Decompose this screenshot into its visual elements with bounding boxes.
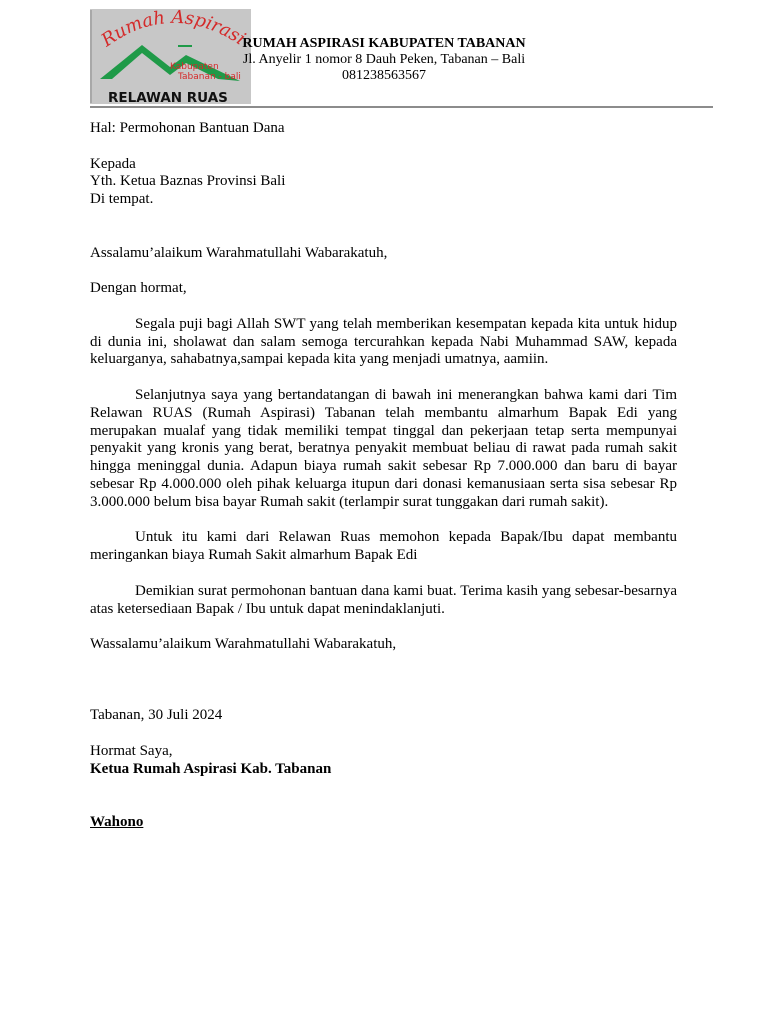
paragraph-1: Segala puji bagi Allah SWT yang telah memberikan kesempatan kepada kita untuk hidup di dunia ini, sholawat dan salam semoga tercurahkan kepada Nabi Muhammad SAW, kepada keluarganya, sahabatnya,sampai kepada kita yang menjadi umatnya, aamiin. [90,315,677,368]
signer-title: Ketua Rumah Aspirasi Kab. Tabanan [90,760,332,777]
signer-name: Wahono [90,814,144,831]
logo-arc-text: Rumah Aspirasi [97,9,250,52]
paragraph-2: Selanjutnya saya yang bertandatangan di bawah ini menerangkan bahwa kami dari Tim Relawan RUAS (Rumah Aspirasi) Tabanan telah membantu almarhum Bapak Edi yang merupakan mualaf yang tidak memiliki tempat tinggal dan pekerjaan tetap serta mempunyai penyakit yang kronis yang berat, beratnya penyakit membuat beliau di rawat pada rumah sakit hingga meninggal dunia. Adapun biaya rumah sakit sebesar Rp 7.000.000 dan baru di bayar sebesar Rp 4.000.000 oleh pihak keluarga itupun dari donasi kemanusiaan serta sisa sebesar Rp 3.000.000 belum bisa bayar Rumah sakit (terlampir surat tunggakan dari rumah sakit). [90,386,677,510]
place-date: Tabanan, 30 Juli 2024 [90,707,223,724]
logo-line1: Kabupaten [170,62,219,72]
letterhead-address: Jl. Anyelir 1 nomor 8 Dauh Peken, Tabanan – Bali [242,52,526,67]
letterhead-divider [90,106,713,108]
opening-greeting: Assalamu’alaikum Warahmatullahi Wabarakatuh, [90,244,388,261]
rumah-aspirasi-logo [90,9,251,104]
letterhead-phone: 081238563567 [342,68,426,83]
salutation: Dengan hormat, [90,280,187,297]
logo-line2: Tabanan - bali [178,72,241,82]
letter-subject: Hal: Permohonan Bantuan Dana [90,120,285,136]
logo-banner: RELAWAN RUAS [108,90,228,104]
recipient-label: Kepada [90,155,136,172]
letterhead-org-name: RUMAH ASPIRASI KABUPATEN TABANAN [242,36,526,51]
letter-body [90,120,677,832]
recipient-place: Di tempat. [90,191,154,208]
paragraph-3: Untuk itu kami dari Relawan Ruas memohon kepada Bapak/Ibu dapat membantu meringankan biaya Rumah Sakit almarhum Bapak Edi [90,529,677,564]
letterhead [238,36,530,84]
closing-greeting: Wassalamu’alaikum Warahmatullahi Wabarakatuh, [90,636,397,653]
recipient-name: Yth. Ketua Baznas Provinsi Bali [90,173,286,190]
paragraph-4: Demikian surat permohonan bantuan dana kami buat. Terima kasih yang sebesar-besarnya atas ketersediaan Bapak / Ibu untuk dapat menindaklanjuti. [90,582,677,617]
regards: Hormat Saya, [90,742,173,759]
